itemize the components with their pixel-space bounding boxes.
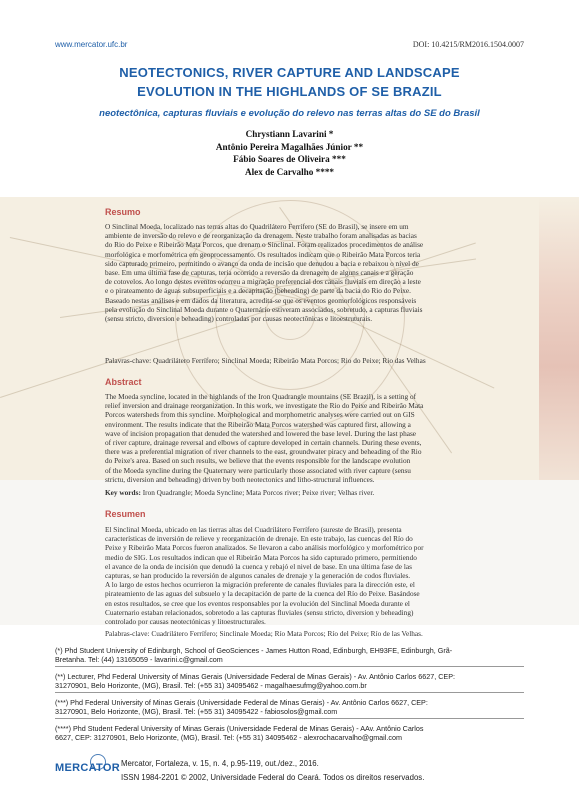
text-line: environment. The results indicate that the Ribeirão Mata Porcos watershed was captured first, allowing a — [105, 419, 411, 429]
text-line: The Moeda syncline, located in the highlands of the Iron Quadrangle mountains (SE Brazil), is a setting of — [105, 392, 417, 401]
abstract-paragraph — [105, 392, 524, 484]
footnote — [55, 672, 524, 691]
page-footer — [55, 757, 524, 787]
mercator-logo: MERCATOR — [55, 762, 120, 774]
text-line: en estos resultados, se cree que los eventos responsables por la evolución del Sinclinal Moeda durante el — [105, 598, 410, 608]
abstract-keywords — [105, 488, 524, 497]
text-line: pela evolução do Sinclinal Moeda durante o Quaternário estiveram associados, sobretudo, a capturas fluviais — [105, 304, 423, 314]
issn-copyright: ISSN 1984-2201 © 2002, Universidade Federal do Ceará. Todos os direitos reservados. — [121, 773, 425, 782]
footnote-line: 31270901, Belo Horizonte, (MG), Brasil. Tel: (+55 31) 34095422 - fabiosolos@gmail.com — [55, 707, 338, 717]
footnote-divider — [55, 692, 524, 693]
text-line: ambiente de inversão do relevo e de reorganização da drenagem. Neste trabalho foram analisadas as bacias — [105, 231, 417, 241]
text-line: relief inversion and drainage reorganization. In this work, we investigate the Rio do Peixe and Ribeirão Mata — [105, 401, 424, 411]
resumen-keywords — [105, 629, 524, 638]
title-line-1: NEOTECTONICS, RIVER CAPTURE AND LANDSCAPE — [119, 65, 460, 80]
keywords-label: Key words: — [105, 488, 141, 497]
article-subtitle: neotectônica, capturas fluviais e evolução do relevo nas terras altas do SE do Brasil — [99, 108, 480, 119]
resumen-heading: Resumen — [105, 509, 146, 519]
text-line: capturas, se han producido la reversión de algunos canales de drenaje y la generación de codos fluviales. — [105, 571, 411, 581]
text-line: Peixe y Ribeirão Mata Porcos fueron analizados. Se llevaron a cabo análisis morfológico y morfométrico por — [105, 543, 424, 553]
footnote — [55, 698, 524, 717]
footnote-line: 31270901, Belo Horizonte, (MG), Brasil. Tel: (+55 31) 34095462 - magalhaesufmg@yahoo.com.br — [55, 681, 367, 691]
text-line: medio de SIG. Los resultados indican que el Ribeirão Mata Porcos ha sido capturado primero, permitiendo — [105, 552, 417, 562]
text-line: El Sinclinal Moeda, ubicado en las tierras altas del Cuadrilátero Ferrífero (sureste de Brasil), presenta — [105, 525, 402, 534]
keywords-text: Quadrilátero Ferrífero; Sinclinal Moeda; Ribeirão Mata Porcos; Rio do Peixe; Rio das Velhas — [153, 356, 426, 365]
keywords-text: Cuadrilátero Ferrífero; Sinclinale Moeda; Río Mata Porcos; Río del Peixe; Río de las Velhas. — [151, 629, 423, 638]
journal-url-link[interactable]: www.mercator.ufc.br — [55, 40, 128, 49]
text-line: there was a preferential migration of river channels to the east, groundwater piracy and beheading of the Rio — [105, 447, 422, 457]
footnote — [55, 724, 524, 743]
footnote-line: Bretanha. Tel: (44) 13165059 - lavarini.c@gmail.com — [55, 655, 223, 665]
article-title — [55, 63, 524, 101]
text-line: el avance de la onda de incisión que denudó la cuenca y rebajó el nivel de base. En una última fase de las — [105, 561, 412, 571]
text-line: Baseado nestas análises e em dados da literatura, acredita-se que os eventos geomorfológicos responsáveis — [105, 295, 417, 305]
text-line: wave of incision propagation that denuded the watershed and lowered the base level. During the last phase — [105, 428, 417, 438]
text-line: O Sinclinal Moeda, localizado nas terras altas do Quadrilátero Ferrífero (SE do Brasil), se insere em um — [105, 222, 409, 231]
journal-citation: Mercator, Fortaleza, v. 15, n. 4, p.95-119, out./dez., 2016. — [121, 759, 319, 768]
footnote-divider — [55, 666, 524, 667]
resumen-paragraph — [105, 525, 524, 626]
footnote-line: 6627, CEP: 31270901, Belo Horizonte, (MG), Brasil. Tel: (+55 31) 34095462 - alexrochacarvalho@gmail.com — [55, 733, 402, 743]
text-line: sido capturado primeiro, permitindo o avanço da onda de incisão que denudou a bacia e rebaixou o nível de — [105, 258, 419, 268]
text-line: morfológica e morfométrica em geoprocessamento. Os resultados indicam que o Ribeirão Mata Porcos teria — [105, 249, 421, 259]
text-line: e o pirateamento de águas subsuperficiais e a decapitação (beheading) de parte da bacia do Rio do Peixe. — [105, 286, 411, 296]
text-line: do Rio do Peixe e Ribeirão Mata Porcos, que drenam o Sinclinal. Foram realizados procedimentos de análise — [105, 240, 424, 250]
text-line: controlado por causas neotectónicas y litoestructurales. — [105, 617, 266, 627]
keywords-label: Palavras-chave: — [105, 356, 152, 365]
abstract-heading: Abstract — [105, 377, 142, 387]
text-line: do Peixe's area. Based on such results, we believe that the events responsible for the landscape evolution — [105, 456, 411, 466]
text-line: (sensu stricto, diversion e beheading) controladas por causas neotectônicas e litoestruturais. — [105, 314, 373, 324]
text-line: Cuaternario estaban relacionados, sobretodo a las capturas fluviales (sensu stricto, diversion y beheading) — [105, 607, 414, 617]
author-list — [55, 128, 524, 178]
map-edge-decoration — [539, 197, 579, 480]
text-line: of river capture, drainage reversal and elbows of capture developed in certain channels. During these events, — [105, 438, 422, 448]
keywords-label: Palabras-clave: — [105, 629, 150, 638]
text-line: of the Moeda syncline during the Quaternary were particularly those associated with river capture (sensu — [105, 465, 411, 475]
text-line: strictu, diversion and beheading) driven by both neotectonics and litho-structural influences. — [105, 474, 375, 484]
footnote — [55, 646, 524, 665]
resumo-paragraph — [105, 222, 524, 323]
author-name: Antônio Pereira Magalhães Júnior ** — [215, 141, 364, 152]
text-line: de cotovelos. Ao longo destes eventos ocorreu a migração preferencial dos canais fluviais em direção a leste — [105, 277, 421, 287]
text-line: A lo largo de estos hechos ocurrieron la migración preferente de canales fluviales para la dirección este, el — [105, 580, 415, 590]
footnote-line: (****) Phd Student Federal University of Minas Gerais (Universidade Federal de Minas Gerais) - AAv. Antônio Carlos — [55, 724, 424, 733]
text-line: base. Em uma última fase de capturas, teria ocorrido a reversão da drenagem de alguns canais e a geração — [105, 268, 414, 278]
footnote-line: (***) Phd Federal University of Minas Gerais (Universidade Federal de Minas Gerais) - Av. Antônio Carlos 6627, CEP: — [55, 698, 428, 707]
resumo-heading: Resumo — [105, 207, 141, 217]
title-line-2: EVOLUTION IN THE HIGHLANDS OF SE BRAZIL — [137, 84, 442, 99]
keywords-text: Iron Quadrangle; Moeda Syncline; Mata Porcos river; Peixe river; Velhas river. — [142, 488, 375, 497]
author-name: Alex de Carvalho **** — [244, 166, 335, 177]
footnote-line: (*) Phd Student University of Edinburgh, School of GeoSciences - James Hutton Road, Edinburgh, EH93FE, Edinburgh, Grã- — [55, 646, 453, 655]
header-bar — [55, 40, 524, 54]
footnote-divider — [55, 718, 524, 719]
footnote-line: (**) Lecturer, Phd Federal University of Minas Gerais (Universidade Federal de Minas Gerais) - Av. Antônio Carlos 6627, CEP: — [55, 672, 456, 681]
author-name: Chrystiann Lavarini * — [245, 129, 334, 139]
doi-text: DOI: 10.4215/RM2016.1504.0007 — [412, 40, 524, 49]
resumo-keywords — [105, 356, 524, 365]
text-line: características de inversión de relieve y reorganización de drenaje. En este trabajo, las cuencas del Río do — [105, 534, 413, 544]
text-line: Porcos watersheds from this syncline. Morphological and morphometric analyses were carried out on GIS — [105, 410, 415, 420]
author-name: Fábio Soares de Oliveira *** — [233, 154, 346, 164]
text-line: pirateamiento de las aguas del subsuelo y la decapitación de parte de la cuenca del Río do Peixe. Basándose — [105, 589, 420, 599]
